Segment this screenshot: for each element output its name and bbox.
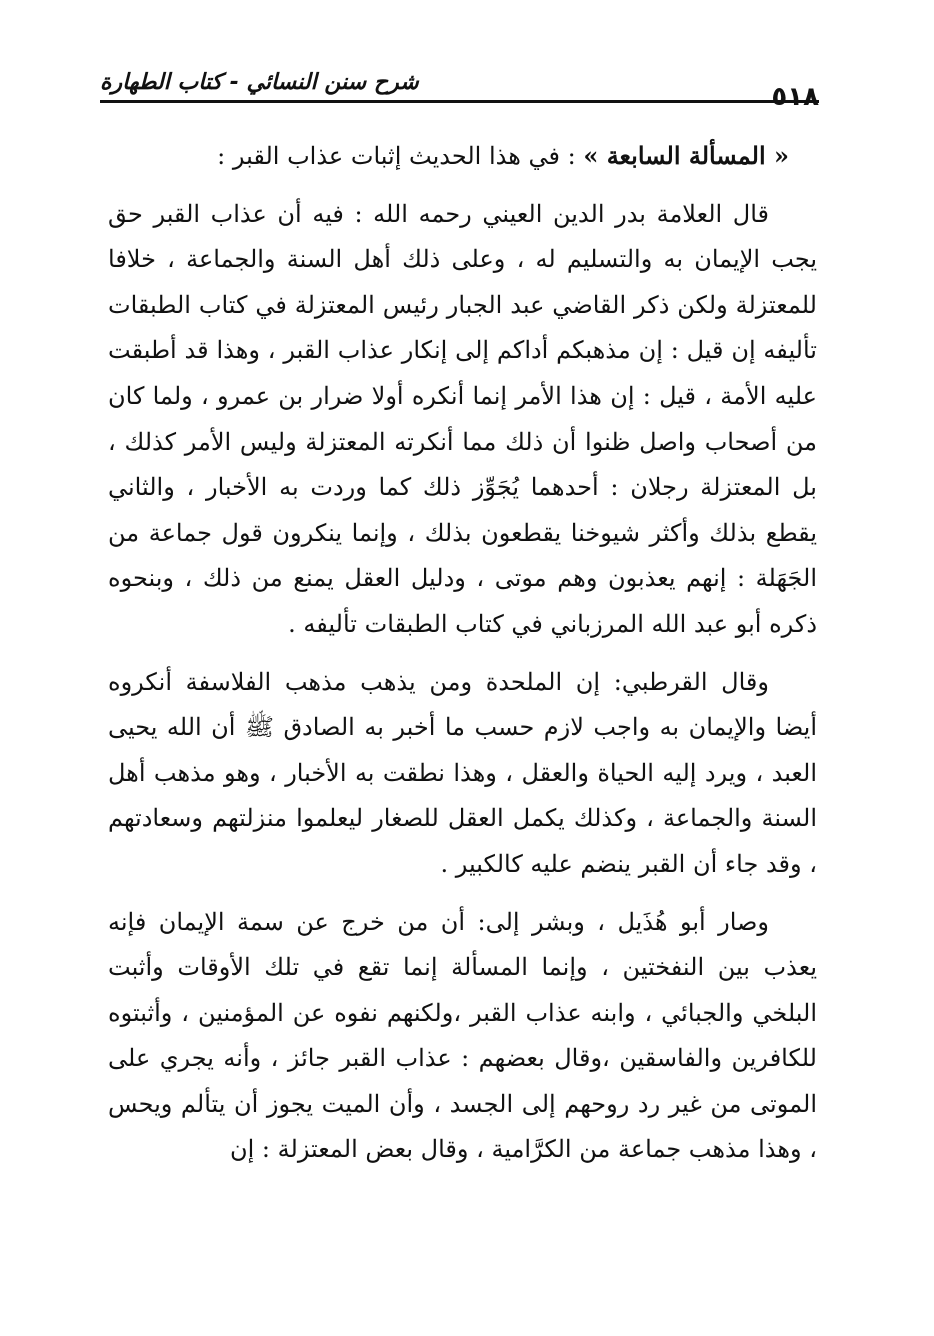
paragraph-qurtubi: وقال القرطبي: إن الملحدة ومن يذهب مذهب الفلاسفة أنكروه أيضا والإيمان به واجب لازم حسب ما أخبر به الصادق ﷺ أن الله يحيى العبد ، ويرد إليه الحياة والعقل ، وهذا نطقت به الأخبار ، وهو مذهب أهل السنة والجماعة ، وكذلك يكمل العقل للصغار ليعلموا منزلتهم وسعادتهم ، وقد جاء أن القبر ينضم عليه كالكبير . — [108, 667, 817, 878]
header-rule — [100, 100, 819, 103]
paragraph-abu-hudhayl: وصار أبو هُذَيل ، وبشر إلى: أن من خرج عن سمة الإيمان فإنه يعذب بين النفختين ، وإنما المسألة إنما تقع في تلك الأوقات وأثبت البلخي والجبائي ، وابنه عذاب القبر ،ولكنهم نفوه عن المؤمنين ، وأثبتوه للكافرين والفاسقين ،وقال بعضهم : عذاب القبر جائز ، وأنه يجري على الموتى من غير رد روحهم إلى الجسد ، وأن الميت يجوز أن يتألم ويحس ، وهذا مذهب جماعة من الكرَّامية ، وقال بعض المعتزلة : إن — [108, 907, 817, 1164]
page-number: ٥١٨ — [761, 82, 819, 112]
page-body — [108, 133, 817, 1173]
paragraph-aini: قال العلامة بدر الدين العيني رحمه الله : فيه أن عذاب القبر حق يجب الإيمان به والتسليم له ، وعلى ذلك أهل السنة والجماعة ، خلافا للمعتزلة ولكن ذكر القاضي عبد الجبار رئيس المعتزلة في كتاب الطبقات تأليفه إن قيل : إن مذهبكم أداكم إلى إنكار عذاب القبر ، وهذا قد أطبقت عليه الأمة ، قيل : إن هذا الأمر إنما أنكره أولا ضرار بن عمرو ، ولما كان من أصحاب واصل ظنوا أن ذلك مما أنكرته المعتزلة وليس الأمر كذلك ، بل المعتزلة رجلان : أحدهما يُجَوِّز ذلك كما وردت به الأخبار ، والثاني يقطع بذلك وأكثر شيوخنا يقطعون بذلك ، وإنما ينكرون قول جماعة من الجَهَلة : إنهم يعذبون وهم موتى ، ودليل العقل يمنع من ذلك ، وبنحوه ذكره أبو عبد الله المرزباني في كتاب الطبقات تأليفه . — [108, 199, 817, 638]
open-bracket: « — [765, 141, 789, 170]
close-bracket: » — [583, 141, 607, 170]
issue-heading-text: : في هذا الحديث إثبات عذاب القبر : — [217, 142, 584, 170]
issue-label: المسألة السابعة — [606, 141, 766, 170]
running-header — [100, 62, 819, 112]
book-title: شرح سنن النسائي - كتاب الطهارة — [100, 70, 419, 95]
issue-heading — [108, 133, 817, 180]
